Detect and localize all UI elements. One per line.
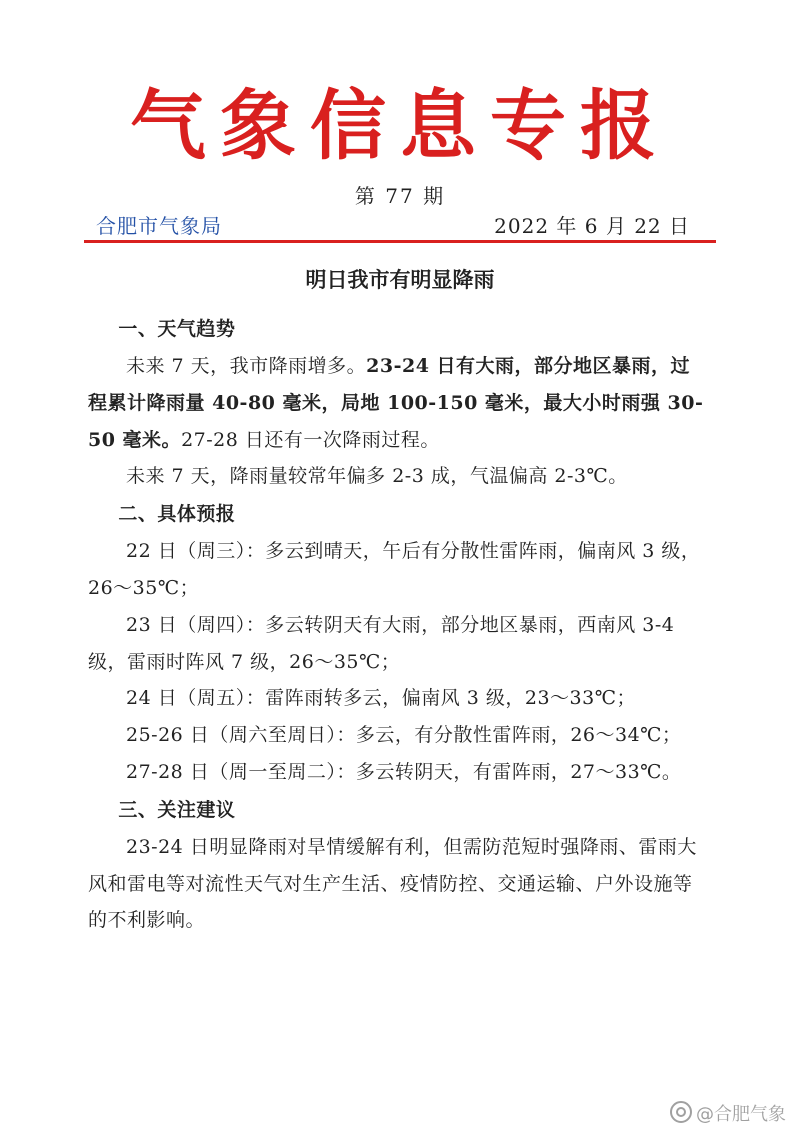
forecast-day-23: 23 日（周四）：多云转阴天有大雨，部分地区暴雨，西南风 3-4 级，雷雨时阵风 7 级，26～35℃； — [88, 613, 675, 673]
trend-followup: 27-28 日还有一次降雨过程。 — [181, 428, 440, 451]
trend-paragraph-2: 未来 7 天，降雨量较常年偏多 2-3 成，气温偏高 2-3℃。 — [126, 465, 628, 488]
advice-paragraph: 23-24 日明显降雨对旱情缓解有利，但需防范短时强降雨、雷雨大风和雷电等对流性天气对生产生活、疫情防控、交通运输、户外设施等的不利影响。 — [88, 835, 697, 932]
forecast-day-24: 24 日（周五）：雷阵雨转多云，偏南风 3 级，23～33℃； — [126, 687, 636, 710]
forecast-day-27-28: 27-28 日（周一至周二）：多云转阴天，有雷阵雨，27～33℃。 — [126, 760, 682, 783]
watermark — [670, 1100, 786, 1126]
document-title: 明日我市有明显降雨 — [305, 268, 495, 292]
issue-number: 第 77 期 — [354, 184, 446, 208]
watermark-text: @合肥气象 — [696, 1104, 786, 1125]
trend-intro: 未来 7 天，我市降雨增多。 — [126, 355, 367, 377]
weibo-icon — [670, 1101, 692, 1123]
document-body — [88, 310, 704, 939]
section-heading-trend: 一、天气趋势 — [118, 318, 236, 340]
section-heading-advice: 三、关注建议 — [118, 798, 236, 821]
header-divider — [84, 240, 716, 243]
masthead-title: 气象信息专报 — [130, 81, 670, 170]
issue-date: 2022 年 6 月 22 日 — [494, 214, 690, 238]
forecast-day-22: 22 日（周三）：多云到晴天，午后有分散性雷阵雨，偏南风 3 级，26～35℃； — [88, 540, 701, 599]
trend-highlight: 23-24 日有大雨，部分地区暴雨，过程累计降雨量 40-80 毫米，局地 100-150 毫米，最大小时雨强 30-50 毫米。 — [88, 355, 704, 451]
issuing-agency: 合肥市气象局 — [96, 214, 222, 238]
trend-paragraph-1 — [88, 348, 704, 458]
section-heading-forecast: 二、具体预报 — [118, 503, 236, 526]
forecast-day-25-26: 25-26 日（周六至周日）：多云，有分散性雷阵雨，26～34℃； — [126, 724, 682, 747]
